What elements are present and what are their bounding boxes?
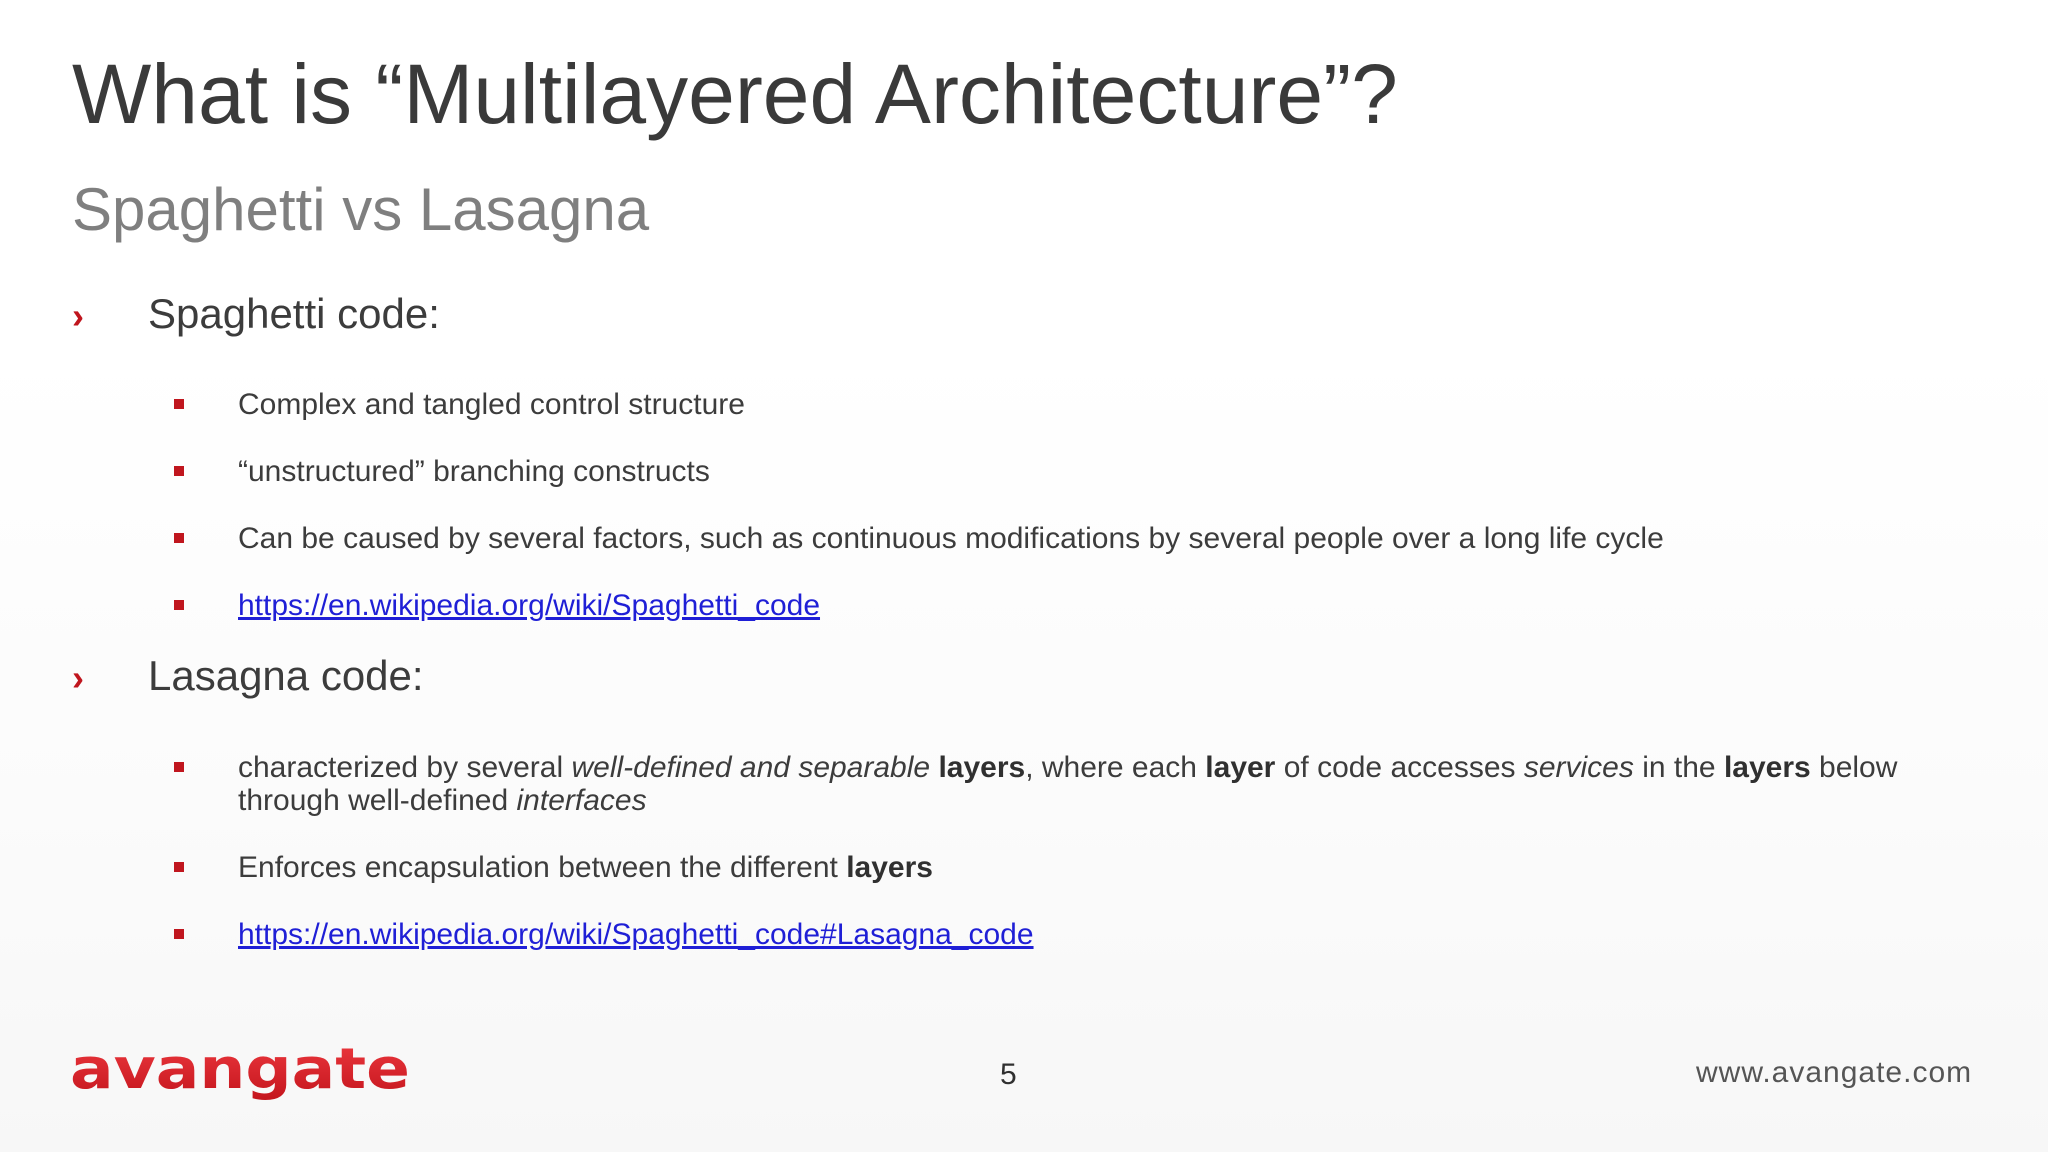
list-item [174, 522, 1664, 555]
list-item [174, 455, 710, 488]
list-item [174, 918, 1034, 951]
square-bullet-icon [174, 533, 184, 543]
chevron-right-icon: › [72, 295, 84, 336]
square-bullet-icon [174, 862, 184, 872]
list-item-text: Can be caused by several factors, such as continuous modifications by several people over a long life cycle [238, 522, 1664, 555]
section-heading-label: Lasagna code: [148, 652, 424, 699]
list-item [174, 388, 745, 421]
square-bullet-icon [174, 466, 184, 476]
list-item [174, 589, 820, 622]
list-item-text: “unstructured” branching constructs [238, 455, 710, 488]
square-bullet-icon [174, 762, 184, 772]
spaghetti-code-link[interactable]: https://en.wikipedia.org/wiki/Spaghetti_code [238, 589, 821, 622]
square-bullet-icon [174, 399, 184, 409]
section-heading-lasagna [72, 652, 424, 700]
list-item-text: characterized by several well-defined and separable layers, where each layer of code accesses services in the layers below through well-defined interfaces [238, 751, 1898, 817]
square-bullet-icon [174, 929, 184, 939]
website-url: www.avangate.com [1696, 1056, 1973, 1089]
square-bullet-icon [174, 600, 184, 610]
avangate-logo-icon [70, 1040, 410, 1100]
page-number: 5 [1000, 1058, 1017, 1091]
section-heading-label: Spaghetti code: [148, 290, 440, 337]
list-item [174, 851, 933, 884]
list-item-text: Complex and tangled control structure [238, 388, 745, 421]
avangate-logo [70, 1040, 410, 1105]
list-item [174, 751, 1918, 817]
slide-title: What is “Multilayered Architecture”? [72, 47, 1398, 141]
lasagna-code-link[interactable]: https://en.wikipedia.org/wiki/Spaghetti_code#Lasagna_code [238, 918, 1034, 951]
chevron-right-icon: › [72, 657, 84, 698]
slide-subtitle: Spaghetti vs Lasagna [72, 176, 650, 243]
svg-text:avangate: avangate [70, 1040, 410, 1100]
list-item-text: Enforces encapsulation between the different layers [238, 851, 933, 884]
section-heading-spaghetti [72, 290, 440, 338]
